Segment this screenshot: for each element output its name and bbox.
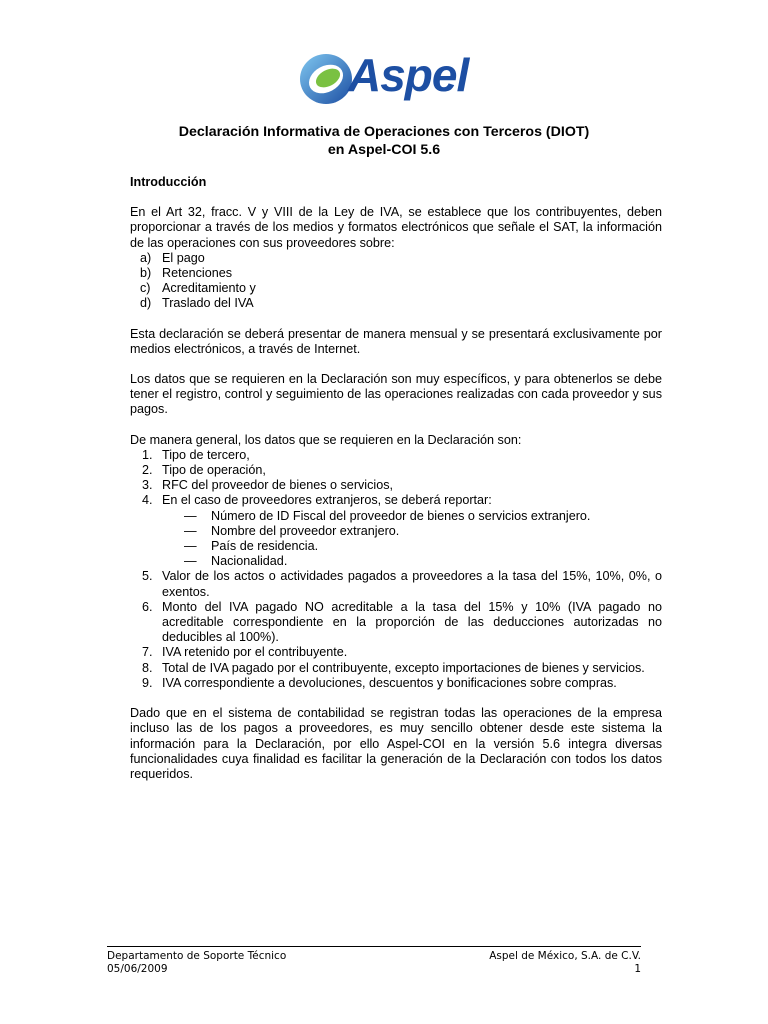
list-item	[130, 448, 662, 463]
aspel-logo	[298, 44, 474, 110]
document-body	[130, 175, 662, 782]
logo-wordmark: Aspel	[348, 49, 469, 101]
list-item-text: Valor de los actos o actividades pagados a proveedores a la tasa del 15%, 10%, 0%, o exentos.	[162, 569, 662, 599]
list-marker: c)	[140, 281, 151, 296]
list-marker: 3.	[142, 478, 153, 493]
page-number: 1	[634, 963, 641, 975]
list-marker: 6.	[142, 599, 153, 614]
list-item-text: Retenciones	[162, 266, 233, 281]
dash-marker: —	[184, 523, 197, 538]
list-marker: 2.	[142, 463, 153, 478]
list-item	[130, 251, 662, 266]
page-footer	[107, 946, 641, 976]
list-marker: 1.	[142, 447, 153, 462]
document-subtitle: en Aspel-COI 5.6	[327, 142, 441, 158]
list-item-text: IVA correspondiente a devoluciones, descuentos y bonificaciones sobre compras.	[162, 675, 617, 690]
list-marker: 5.	[142, 569, 153, 584]
document-title: Declaración Informativa de Operaciones con Terceros (DIOT)	[178, 124, 590, 140]
list-item-text: El pago	[162, 250, 205, 265]
list-marker: b)	[140, 266, 152, 281]
list-marker: 8.	[142, 660, 153, 675]
list-marker: d)	[140, 296, 152, 311]
footer-row	[107, 963, 641, 976]
list-item-text: Traslado del IVA	[162, 296, 254, 311]
list-marker: a)	[140, 250, 152, 265]
list-marker: 9.	[142, 675, 153, 690]
sub-list-item-text: Número de ID Fiscal del proveedor de bienes o servicios extranjero.	[211, 508, 591, 523]
sub-list-item-text: Nacionalidad.	[211, 554, 288, 569]
dash-marker: —	[184, 508, 197, 523]
paragraph-intro: En el Art 32, fracc. V y VIII de la Ley de IVA, se establece que los contribuyentes, deben proporcionar a través de los medios y formatos electrónicos que señale el SAT, la información de las operaciones con sus proveedores sobre:	[130, 205, 662, 250]
paragraph-conclusion: Dado que en el sistema de contabilidad se registran todas las operaciones de la empresa incluso las de los pagos a proveedores, es muy sencillo obtener desde este sistema la información para la Declaración, por ello Aspel-COI en la versión 5.6 integra diversas funcionalidades cuya finalidad es facilitar la generación de la Declaración con todos los datos requeridos.	[130, 706, 662, 781]
footer-company: Aspel de México, S.A. de C.V.	[489, 950, 641, 962]
list-item-text: RFC del proveedor de bienes o servicios,	[162, 478, 393, 493]
list-item	[130, 661, 662, 676]
sub-list-item	[162, 554, 662, 569]
sub-list-item-text: Nombre del proveedor extranjero.	[211, 523, 400, 538]
sub-list-item	[162, 509, 662, 524]
list-item-content	[162, 493, 662, 569]
footer-row	[107, 950, 641, 963]
list-item-text: IVA retenido por el contribuyente.	[162, 645, 348, 660]
list-item	[130, 676, 662, 691]
sub-list-item-text: País de residencia.	[211, 539, 319, 554]
dash-marker: —	[184, 554, 197, 569]
list-item	[130, 478, 662, 493]
footer-department: Departamento de Soporte Técnico	[107, 950, 287, 962]
footer-date: 05/06/2009	[107, 963, 168, 975]
paragraph-frequency: Esta declaración se deberá presentar de manera mensual y se presentará exclusivamente por medios electrónicos, a través de Internet.	[130, 326, 662, 356]
list-item	[130, 463, 662, 478]
list-item	[130, 600, 662, 646]
sub-list	[162, 509, 662, 570]
alpha-list	[130, 251, 662, 312]
list-item-text: Total de IVA pagado por el contribuyente, excepto importaciones de bienes y servicios.	[162, 660, 645, 675]
list-marker: 7.	[142, 645, 153, 660]
list-item-text: Tipo de tercero,	[162, 447, 250, 462]
list-item	[130, 266, 662, 281]
list-item-text: Tipo de operación,	[162, 463, 266, 478]
list-item	[130, 569, 662, 599]
sub-list-item	[162, 539, 662, 554]
list-item	[130, 296, 662, 311]
paragraph-data-list-intro: De manera general, los datos que se requieren en la Declaración son:	[130, 432, 522, 447]
list-item-text: Acreditamiento y	[162, 281, 256, 296]
numbered-list	[130, 448, 662, 691]
sub-list-item	[162, 524, 662, 539]
list-item	[130, 281, 662, 296]
list-item-text: Monto del IVA pagado NO acreditable a la tasa del 15% y 10% (IVA pagado no acreditable correspondiente en la proporción de las deducciones autorizadas no deducibles al 100%).	[162, 599, 662, 645]
list-item	[130, 645, 662, 660]
list-item	[130, 493, 662, 569]
list-item-text: En el caso de proveedores extranjeros, se deberá reportar:	[162, 493, 492, 508]
section-heading: Introducción	[130, 175, 207, 189]
dash-marker: —	[184, 539, 197, 554]
paragraph-requirements: Los datos que se requieren en la Declaración son muy específicos, y para obtenerlos se debe tener el registro, control y seguimiento de las operaciones realizadas con cada proveedor y sus pagos.	[130, 372, 662, 417]
list-marker: 4.	[142, 493, 153, 508]
